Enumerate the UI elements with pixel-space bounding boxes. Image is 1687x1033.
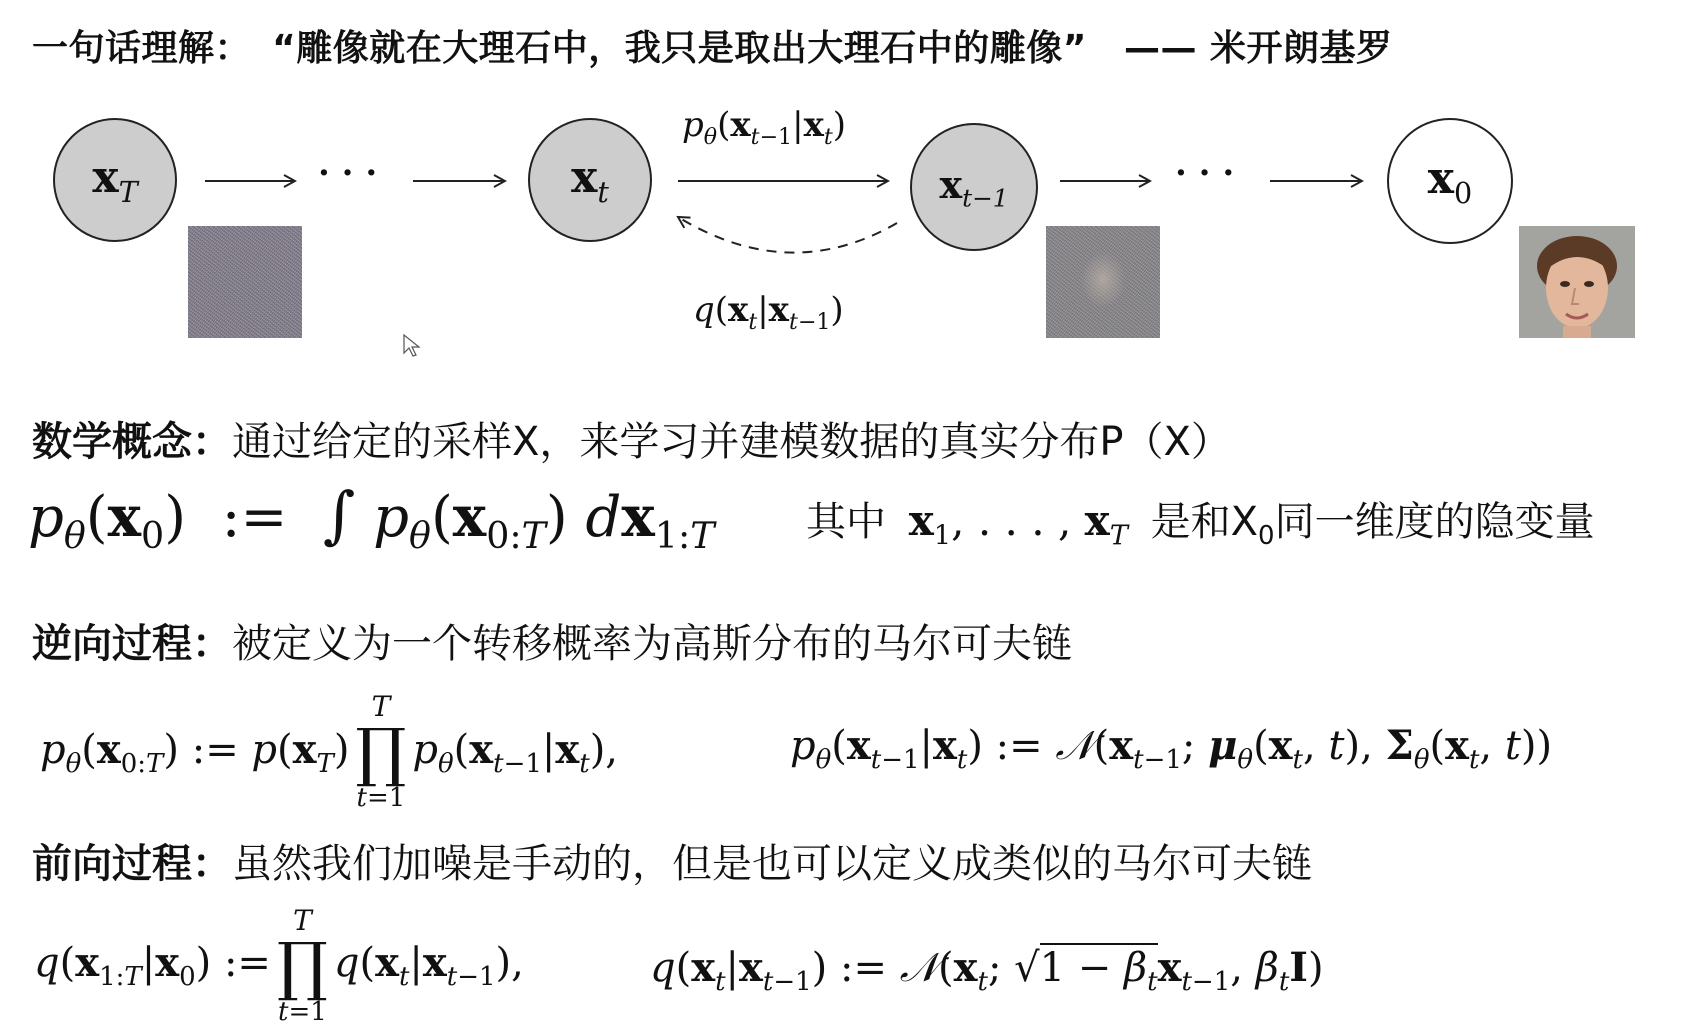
latent-note-sub: 0 [1258,521,1275,551]
clean-face-portrait [1519,226,1635,338]
node-x0-label: $x_0$ [1427,152,1473,210]
backward-transition-label: $q(x_t|x_{t-1})$ [693,290,844,335]
forward-process-text: 虽然我们加噪是手动的，但是也可以定义成类似的马尔可夫链 [232,841,1312,887]
diffusion-diagram [0,95,1687,345]
latent-note-suffix-a: 是和X [1150,499,1259,545]
latent-note-suffix-b: 同一维度的隐变量 [1274,499,1595,545]
noisy-face-image [1046,226,1160,338]
headline-quote: “雕像就在大理石中，我只是取出大理石中的雕像” [272,28,1087,69]
reverse-joint-formula: $p_\theta(x_{0:T})$ := $p(x_T)$ T ∏ t=1 $p_\theta(x_{t-1}|x_t)$, [40,690,619,813]
mouse-cursor-icon [402,333,422,359]
headline [32,20,1392,71]
headline-attribution: —— 米开朗基罗 [1123,28,1393,69]
forward-gaussian-formula: $q(x_t|x_{t-1})$ := $𝒩(x_t$; $√1 - \beta_tx_{t-1}$, $\beta_tI$) [650,944,1324,997]
math-concept-label: 数学概念： [32,419,232,465]
node-xt-label: $x_t$ [571,151,609,209]
marginal-likelihood-formula: $p_\theta(x_0)$ := ∫ $p_\theta(x_{0:T})$ $dx_{1:T}$ [28,478,715,558]
math-concept-text: 通过给定的采样X，来学习并建模数据的真实分布P（X） [232,419,1231,465]
latent-note-prefix: 其中 [806,499,886,545]
latent-note [806,490,1595,551]
forward-process-line [32,832,1312,889]
forward-process-label: 前向过程： [32,841,232,887]
headline-label: 一句话理解： [32,28,252,69]
latent-note-vars: $x_1$, . . . , $x_T$ [908,496,1128,552]
node-xt-1-label: $x_{t-1}$ [939,161,1009,213]
reverse-process-label: 逆向过程： [32,621,232,667]
forward-joint-formula: $q(x_{1:T}|x_0)$ := T ∏ t=1 $q(x_t|x_{t-1})$, [34,903,524,1027]
reverse-process-text: 被定义为一个转移概率为高斯分布的马尔可夫链 [232,621,1072,667]
forward-transition-label: $p_\theta(x_{t-1}|x_t)$ [682,105,846,150]
reverse-gaussian-formula: $p_\theta(x_{t-1}|x_t)$ := $𝒩(x_{t-1}$; $\mu_\theta(x_t$, t), $\Sigma_\theta(x_t$, t)) [790,722,1553,775]
face-drawing [1519,226,1635,338]
reverse-process-line [32,612,1072,669]
ellipsis-1: · · · [318,153,378,193]
pure-noise-image [188,226,302,338]
ellipsis-2: · · · [1175,153,1235,193]
node-xT-label: $x_T$ [92,151,138,209]
math-concept-line [32,410,1231,467]
arrow-backward [678,217,897,253]
